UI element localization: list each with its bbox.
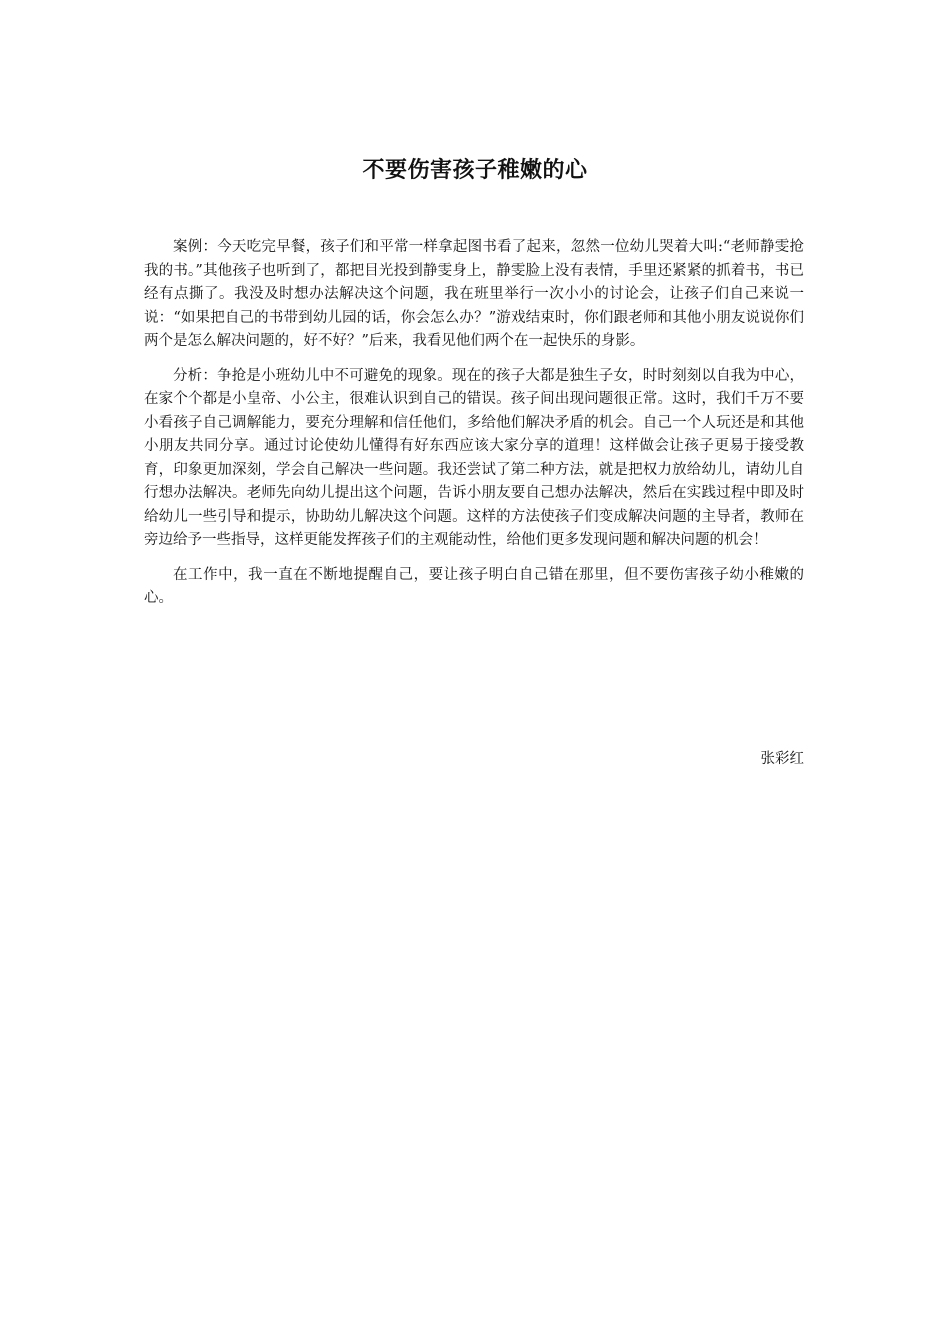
case-paragraph: 案例：今天吃完早餐，孩子们和平常一样拿起图书看了起来，忽然一位幼儿哭着大叫:“老师静雯抢我的书。”其他孩子也听到了，都把目光投到静雯身上，静雯脸上没有表情，手里还紧紧的抓着书，书已经有点撕了。我没及时想办法解决这个问题，我在班里举行一次小小的讨论会，让孩子们自己来说一说：“如果把自己的书带到幼儿园的话，你会怎么办？”游戏结束时，你们跟老师和其他小朋友说说你们两个是怎么解决问题的，好不好？”后来，我看见他们两个在一起快乐的身影。 <box>144 239 804 349</box>
conclusion-paragraph: 在工作中，我一直在不断地提醒自己，要让孩子明白自己错在那里，但不要伤害孩子幼小稚嫩的心。 <box>144 566 804 606</box>
document-title: 不要伤害孩子稚嫩的心 <box>362 158 588 183</box>
author-signature: 张彩红 <box>760 751 804 767</box>
document-body <box>144 236 804 622</box>
analysis-paragraph: 分析：争抢是小班幼儿中不可避免的现象。现在的孩子大都是独生子女，时时刻刻以自我为中心，在家个个都是小皇帝、小公主，很难认识到自己的错误。孩子间出现问题很正常。这时，我们千万不要小看孩子自己调解能力，要充分理解和信任他们，多给他们解决矛盾的机会。自己一个人玩还是和其他小朋友共同分享。通过讨论使幼儿懂得有好东西应该大家分享的道理！这样做会让孩子更易于接受教育，印象更加深刻，学会自己解决一些问题。我还尝试了第二种方法，就是把权力放给幼儿，请幼儿自行想办法解决。老师先向幼儿提出这个问题，告诉小朋友要自己想办法解决，然后在实践过程中即及时给幼儿一些引导和提示，协助幼儿解决这个问题。这样的方法使孩子们变成解决问题的主导者，教师在旁边给予一些指导，这样更能发挥孩子们的主观能动性，给他们更多发现问题和解决问题的机会！ <box>144 367 804 548</box>
